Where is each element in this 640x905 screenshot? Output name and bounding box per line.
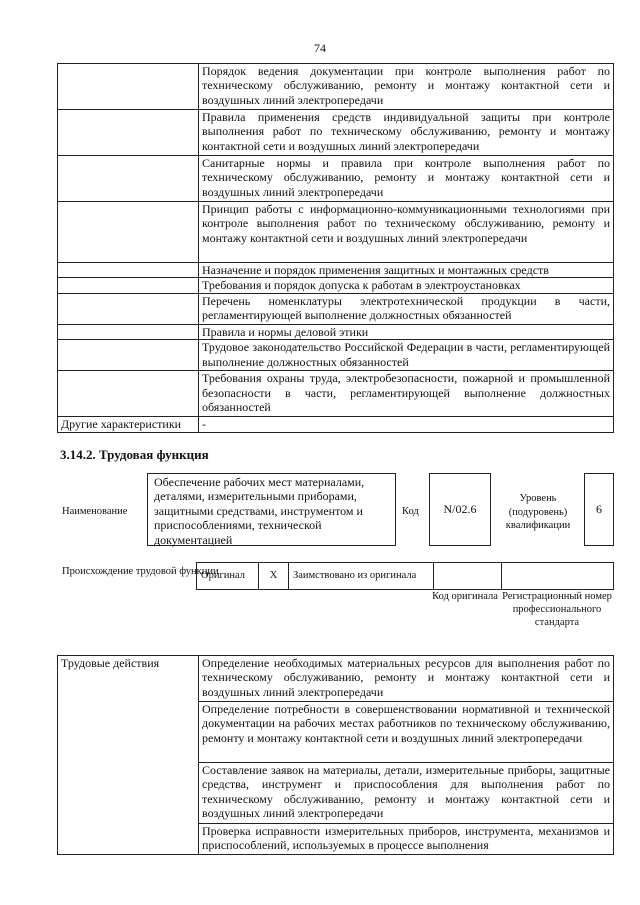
row-label [58, 64, 199, 110]
table-row [58, 278, 614, 293]
row-text: Требования охраны труда, электробезопасности, пожарной и промышленной безопасности в части, регламентирующей выполнение должностных обязанностей [199, 371, 614, 417]
row-text: Составление заявок на материалы, детали, измерительные приборы, защитные средства, инструмент и приспособления для выполнения работ по техническому обслуживанию, ремонту и монтажу контактной сети и воздушных линий электропередачи [199, 763, 614, 824]
row-label [58, 293, 199, 324]
row-label [58, 324, 199, 339]
function-name-box: Обеспечение рабочих мест материалами, деталями, измерительными приборами, защитными средствами, инструментом и приспособлениями, технической документацией [147, 473, 396, 546]
row-label [58, 278, 199, 293]
table-row [58, 656, 614, 702]
row-text: Перечень номенклатуры электротехнической продукции в части, регламентирующей выполнение должностных обязанностей [199, 293, 614, 324]
row-text: Назначение и порядок применения защитных и монтажных средств [199, 263, 614, 278]
row-text: Проверка исправности измерительных приборов, инструмента, механизмов и приспособлений, используемых в процессе выполнения [199, 824, 614, 855]
table-row [58, 324, 614, 339]
qualification-level-box: 6 [584, 473, 614, 546]
origin-table [196, 562, 614, 590]
row-text: Правила применения средств индивидуальной защиты при контроле выполнения работ по техническому обслуживанию, ремонту и монтажу контактной сети и воздушных линий электропередачи [199, 110, 614, 156]
table-row [58, 293, 614, 324]
table-row [58, 371, 614, 417]
function-code-box: N/02.6 [429, 473, 491, 546]
origin-code-cell [434, 563, 502, 590]
actions-table [57, 655, 614, 855]
original-label: Оригинал [197, 563, 259, 590]
table-row [58, 202, 614, 263]
reg-number-caption: Регистрационный номер профессионального стандарта [502, 591, 612, 628]
table-row [58, 110, 614, 156]
table-row [58, 64, 614, 110]
row-label [58, 340, 199, 371]
name-label: Наименование [62, 506, 128, 517]
row-text: Определение необходимых материальных ресурсов для выполнения работ по техническому обслуживанию, ремонту и монтажу контактной сети и воздушных линий электропередачи [199, 656, 614, 702]
section-title: 3.14.2. Трудовая функция [60, 447, 209, 462]
origin-code-caption: Код оригинала [432, 591, 498, 602]
table-row [58, 263, 614, 278]
row-label: Другие характеристики [58, 417, 199, 432]
row-text: Порядок ведения документации при контроле выполнения работ по техническому обслуживанию, ремонту и монтажу контактной сети и воздушных линий электропередачи [199, 64, 614, 110]
row-text: Правила и нормы деловой этики [199, 324, 614, 339]
row-text: Санитарные нормы и правила при контроле выполнения работ по техническому обслуживанию, ремонту и монтажу контактной сети и воздушных линий электропередачи [199, 156, 614, 202]
actions-label: Трудовые действия [58, 656, 199, 855]
row-label [58, 156, 199, 202]
borrowed-label: Заимствовано из оригинала [289, 563, 434, 590]
knowledge-table [57, 63, 614, 433]
table-row [58, 340, 614, 371]
row-text: Трудовое законодательство Российской Федерации в части, регламентирующей выполнение должностных обязанностей [199, 340, 614, 371]
page-number: 74 [314, 41, 326, 55]
row-text: Принцип работы с информационно-коммуникационными технологиями при контроле выполнения работ по техническому обслуживанию, ремонту и монтажу контактной сети и воздушных линий электропередачи [199, 202, 614, 263]
origin-label: Происхождение трудовой функции [62, 566, 219, 577]
row-text: Требования и порядок допуска к работам в электроустановках [199, 278, 614, 293]
row-text: Определение потребности в совершенствовании нормативной и технической документации на рабочих местах работников по техническому обслуживанию, ремонту и монтажу контактной сети и воздушных линий электропередачи [199, 702, 614, 763]
reg-number-cell [502, 563, 614, 590]
row-label [58, 110, 199, 156]
row-label [58, 202, 199, 263]
code-label: Код [402, 506, 419, 517]
row-label [58, 371, 199, 417]
qualification-level-label: Уровень (подуровень) квалификации [505, 493, 571, 531]
row-text: - [199, 417, 614, 432]
original-mark: X [259, 563, 289, 590]
row-label [58, 263, 199, 278]
table-row [58, 417, 614, 432]
table-row [58, 156, 614, 202]
